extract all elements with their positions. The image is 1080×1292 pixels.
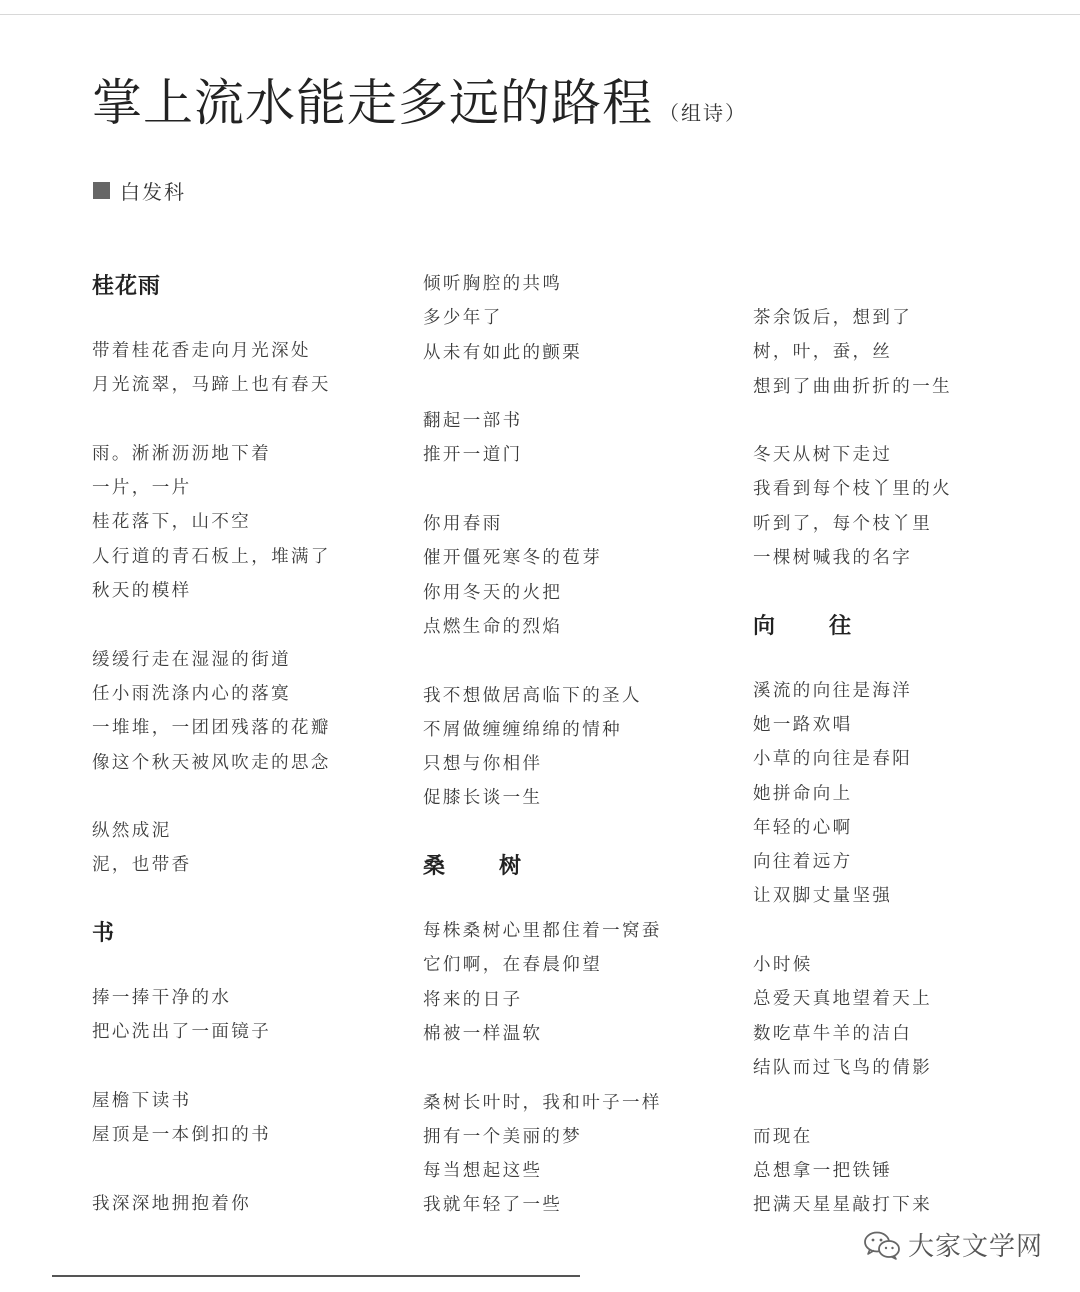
stanza: [92, 981, 392, 1050]
poem-line: 桑树长叶时，我和叶子一样: [423, 1092, 662, 1113]
poem-line: 它们啊，在春晨仰望: [423, 955, 603, 976]
poem-line: 总爱天真地望着天上: [753, 989, 933, 1010]
poem-line: 想到了曲曲折折的一生: [753, 376, 952, 397]
poem-line: 带着桂花香走向月光深处: [92, 341, 311, 361]
poem-line: 而现在: [753, 1126, 813, 1147]
poem-line: 冬天从树下走过: [753, 445, 893, 466]
column-2: [423, 267, 723, 1257]
watermark-text: 大家文学网: [908, 1232, 1044, 1262]
poem-line: 我深深地拥抱着你: [92, 1193, 252, 1214]
poem-line: 一堆堆，一团团残落的花瓣: [92, 718, 331, 739]
poem-title-mulberry-tree: 桑 树: [423, 854, 538, 880]
title-note: （组诗）: [659, 101, 747, 125]
stanza: [423, 267, 723, 370]
poem-line: 一片，一片: [92, 478, 192, 499]
poem-line: 结队而过飞鸟的倩影: [753, 1057, 933, 1078]
poem-line: 屋檐下读书: [92, 1090, 192, 1111]
author-name: 白发科: [120, 180, 186, 204]
poem-line: 推开一道门: [423, 445, 523, 466]
poem-line: 月光流翠，马蹄上也有春天: [92, 375, 331, 396]
poem-line: 树，叶，蚕，丝: [753, 342, 893, 363]
stanza: [753, 438, 1053, 575]
poem-line: 总想拿一把铁锤: [753, 1160, 893, 1181]
poem-title-book: 书: [92, 921, 116, 947]
poem-line: 棉被一样温软: [423, 1023, 543, 1044]
poem-line: 催开僵死寒冬的苞芽: [423, 548, 603, 569]
poem-title-osmanthus-rain: 桂花雨: [92, 274, 162, 299]
bottom-divider: [52, 1275, 580, 1277]
poem-line: 我不想做居高临下的圣人: [423, 685, 642, 706]
poem-line: 从未有如此的颤栗: [423, 342, 583, 363]
poem-line: 翻起一部书: [423, 411, 523, 432]
title-row: [92, 70, 747, 136]
poem-line: 桂花落下，山不空: [92, 512, 252, 533]
poem-line: 人行道的青石板上，堆满了: [92, 546, 331, 567]
stanza: [753, 301, 1053, 404]
page-title: 掌上流水能走多远的路程: [92, 74, 653, 132]
top-divider: [0, 14, 1080, 15]
stanza: [423, 507, 723, 644]
poem-line: 她一路欢唱: [753, 714, 853, 735]
poem-line: 每株桑树心里都住着一窝蚕: [423, 921, 662, 942]
author-byline: [93, 176, 186, 205]
byline-square-icon: [93, 182, 110, 199]
stanza: [753, 674, 1053, 914]
poem-line: 我就年轻了一些: [423, 1195, 563, 1216]
poem-line: 你用冬天的火把: [423, 582, 563, 603]
poem-line: 倾听胸腔的共鸣: [423, 274, 563, 294]
poem-line: 任小雨洗涤内心的落寞: [92, 683, 291, 704]
stanza: [423, 679, 723, 816]
poem-line: 将来的日子: [423, 989, 523, 1010]
poem-line: 屋顶是一本倒扣的书: [92, 1125, 272, 1146]
poem-line: 促膝长谈一生: [423, 788, 543, 809]
stanza: [92, 643, 392, 780]
stanza: [92, 1084, 392, 1153]
poem-line: 雨。淅淅沥沥地下着: [92, 443, 272, 464]
stanza: [423, 1086, 723, 1223]
stanza: [753, 948, 1053, 1085]
poem-line: 捧一捧干净的水: [92, 988, 232, 1009]
poem-line: 小时候: [753, 955, 813, 976]
poem-line: 点燃生命的烈焰: [423, 616, 563, 637]
stanza: [92, 437, 392, 608]
poem-line: 我看到每个枝丫里的火: [753, 479, 952, 500]
poem-line: 小草的向往是春阳: [753, 749, 913, 770]
stanza: [92, 1187, 392, 1221]
stanza: [92, 814, 392, 883]
poem-line: 拥有一个美丽的梦: [423, 1126, 583, 1147]
poem-line: 不屑做缠缠绵绵的情种: [423, 719, 622, 740]
poem-line: 只想与你相伴: [423, 754, 543, 775]
poem-line: 向往着远方: [753, 852, 853, 873]
poem-line: 像这个秋天被风吹走的思念: [92, 752, 331, 773]
wechat-icon: [862, 1230, 902, 1260]
stanza: [423, 914, 723, 1051]
column-3: [753, 301, 1053, 1257]
poem-line: 她拼命向上: [753, 783, 853, 804]
stanza: [753, 1120, 1053, 1223]
poem-line: 纵然成泥: [92, 821, 172, 842]
poem-line: 缓缓行走在湿湿的街道: [92, 649, 291, 670]
wechat-watermark: [862, 1226, 1043, 1263]
poem-line: 茶余饭后，想到了: [753, 308, 913, 328]
poem-line: 年轻的心啊: [753, 817, 853, 838]
poem-line: 每当想起这些: [423, 1161, 543, 1182]
poem-line: 溪流的向往是海洋: [753, 680, 913, 701]
poem-title-yearning: 向 往: [753, 613, 868, 639]
poem-line: 听到了，每个枝丫里: [753, 513, 933, 534]
poem-line: 数吃草牛羊的洁白: [753, 1023, 913, 1044]
poem-line: 把满天星星敲打下来: [753, 1195, 933, 1216]
poem-line: 多少年了: [423, 308, 503, 329]
stanza: [423, 404, 723, 473]
column-1: [92, 270, 392, 1255]
poem-line: 一棵树喊我的名字: [753, 548, 913, 569]
poem-line: 秋天的模样: [92, 581, 192, 602]
poem-line: 你用春雨: [423, 514, 503, 535]
poem-line: 泥，也带香: [92, 855, 192, 876]
stanza: [92, 334, 392, 403]
poem-line: 把心洗出了一面镜子: [92, 1022, 272, 1043]
poem-line: 让双脚丈量坚强: [753, 886, 893, 907]
